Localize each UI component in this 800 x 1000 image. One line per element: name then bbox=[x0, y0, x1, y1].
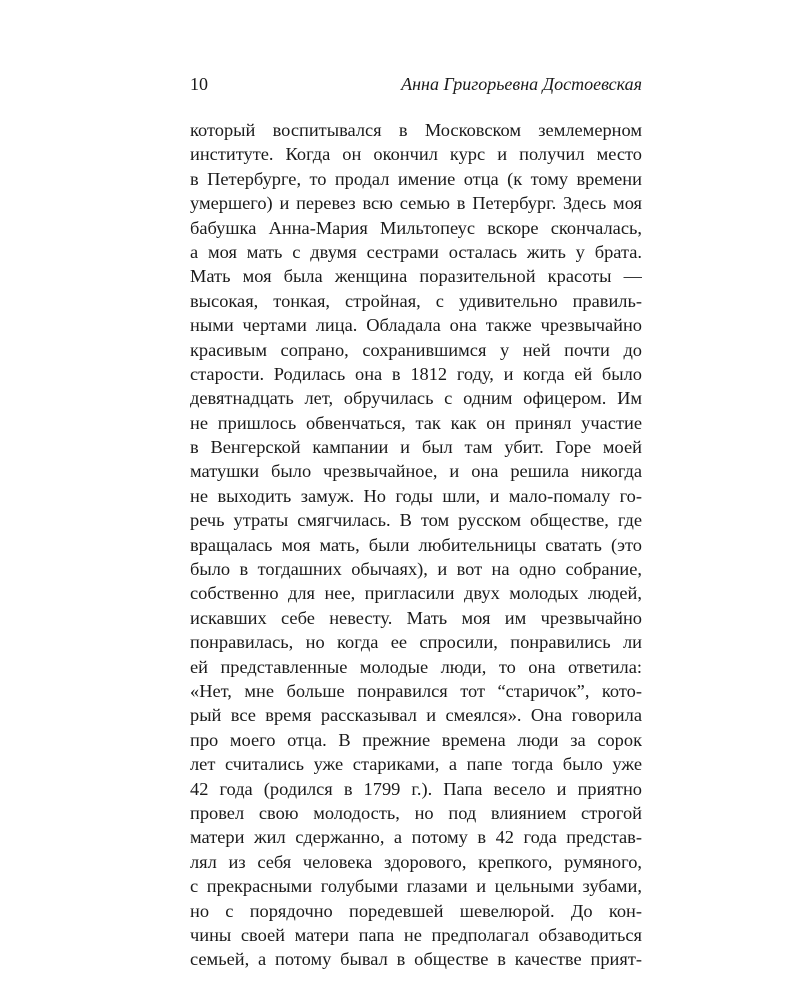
text-line: провел свою молодость, но под влиянием строгой bbox=[190, 802, 642, 823]
text-line: чины своей матери папа не предполагал обзаводиться bbox=[190, 924, 642, 945]
text-line: семьей, а потому бывал в обществе в качестве прият- bbox=[190, 949, 642, 970]
text-line: ей представленные молодые люди, то она ответила: bbox=[190, 656, 642, 677]
text-line: с прекрасными голубыми глазами и цельными зубами, bbox=[190, 876, 642, 897]
text-line: лет считались уже стариками, а папе тогда было уже bbox=[190, 754, 642, 775]
body-text bbox=[190, 118, 642, 972]
text-line: лял из себя человека здорового, крепкого, румяного, bbox=[190, 851, 642, 872]
text-line: «Нет, мне больше понравился тот “старичок”, кото- bbox=[190, 680, 642, 701]
text-line: рый все время рассказывал и смеялся». Она говорила bbox=[190, 705, 642, 726]
page-number: 10 bbox=[190, 74, 208, 94]
text-line: матери жил сдержанно, а потому в 42 года представ- bbox=[190, 827, 642, 848]
text-line: собственно для нее, пригласили двух молодых людей, bbox=[190, 583, 642, 604]
text-line: речь утраты смягчилась. В том русском обществе, где bbox=[190, 510, 642, 531]
book-page bbox=[190, 70, 642, 972]
text-line: умершего) и перевез всю семью в Петербург. Здесь моя bbox=[190, 193, 642, 214]
running-head bbox=[190, 70, 642, 102]
text-line: матушки было чрезвычайное, и она решила никогда bbox=[190, 461, 642, 482]
text-line: вращалась моя мать, были любительницы сватать (это bbox=[190, 534, 642, 555]
text-line: не пришлось обвенчаться, так как он принял участие bbox=[190, 412, 642, 433]
text-line: институте. Когда он окончил курс и получил место bbox=[190, 144, 642, 165]
text-line: про моего отца. В прежние времена люди за сорок bbox=[190, 729, 642, 750]
text-line: но с порядочно поредевшей шевелюрой. До кон- bbox=[190, 900, 642, 921]
text-line: старости. Родилась она в 1812 году, и когда ей было bbox=[190, 363, 642, 384]
text-line: 42 года (родился в 1799 г.). Папа весело и приятно bbox=[190, 778, 642, 799]
text-line: не выходить замуж. Но годы шли, и мало-помалу го- bbox=[190, 485, 642, 506]
text-line: в Петербурге, то продал имение отца (к тому времени bbox=[190, 168, 642, 189]
text-line: было в тогдашних обычаях), и вот на одно собрание, bbox=[190, 559, 642, 580]
running-title: Анна Григорьевна Достоевская bbox=[401, 74, 642, 94]
text-line: красивым сопрано, сохранившимся у ней почти до bbox=[190, 339, 642, 360]
text-line: Мать моя была женщина поразительной красоты — bbox=[190, 266, 642, 287]
text-line: а моя мать с двумя сестрами осталась жить у брата. bbox=[190, 241, 642, 262]
text-line: ными чертами лица. Обладала она также чрезвычайно bbox=[190, 315, 642, 336]
text-line: бабушка Анна-Мария Мильтопеус вскоре скончалась, bbox=[190, 217, 642, 238]
text-line: в Венгерской кампании и был там убит. Горе моей bbox=[190, 437, 642, 458]
text-line: который воспитывался в Московском землемерном bbox=[190, 120, 642, 140]
text-line: высокая, тонкая, стройная, с удивительно правиль- bbox=[190, 290, 642, 311]
text-line: искавших себе невесту. Мать моя им чрезвычайно bbox=[190, 607, 642, 628]
text-line: понравилась, но когда ее спросили, понравились ли bbox=[190, 632, 642, 653]
text-line: девятнадцать лет, обручилась с одним офицером. Им bbox=[190, 388, 642, 409]
